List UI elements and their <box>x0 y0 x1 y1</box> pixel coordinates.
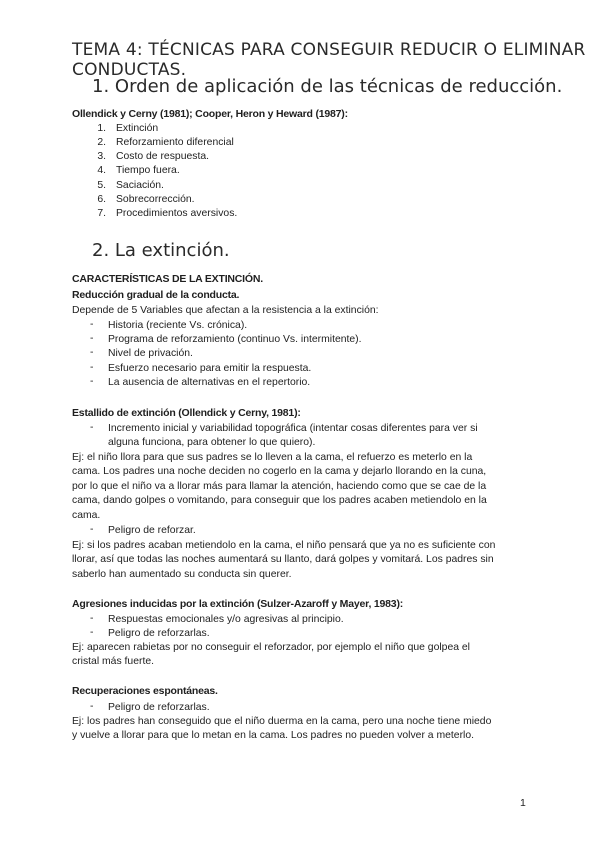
text-line: cristal más fuerte. <box>72 656 154 668</box>
list-item: 4. Tiempo fuera. <box>97 165 180 176</box>
text-line: Ej: si los padres acaban metiendolo en la cama, el niño pensará que ya no es suficiente con <box>72 540 496 551</box>
page-title: TEMA 4: TÉCNICAS PARA CONSEGUIR REDUCIR O ELIMINAR CONDUCTAS. <box>72 40 586 80</box>
text-line: cama. Los padres una noche deciden no cogerlo en la cama y dejarlo llorando en la cuna, <box>72 466 487 478</box>
section-1-subheading: Ollendick y Cerny (1981); Cooper, Heron y Heward (1987): <box>72 108 348 120</box>
estallido-heading: Estallido de extinción (Ollendick y Cerny, 1981): <box>72 407 301 419</box>
example-paragraph <box>72 539 532 582</box>
dash-marker: - <box>90 362 94 373</box>
dash-marker: - <box>90 627 94 638</box>
text-line: y vuelve a llorar para que lo metan en la cama. Los padres no pueden volver a meterlo. <box>72 730 475 742</box>
agresiones-heading: Agresiones inducidas por la extinción (Sulzer-Azaroff y Mayer, 1983): <box>72 598 404 610</box>
example-paragraph <box>72 641 532 670</box>
text-line: Ej: los padres han conseguido que el niño duerma en la cama, pero una noche tiene miedo <box>72 716 492 727</box>
text-line: saberlo han aumentado su conducta sin querer. <box>72 568 292 580</box>
dash-marker: - <box>90 613 94 624</box>
caracteristicas-heading: CARACTERÍSTICAS DE LA EXTINCIÓN. <box>72 273 263 285</box>
dash-marker: - <box>90 376 94 387</box>
list-item: Peligro de reforzar. <box>108 525 196 536</box>
list-item: 7. Procedimientos aversivos. <box>97 208 238 219</box>
dash-marker: - <box>90 319 94 330</box>
recuperaciones-heading: Recuperaciones espontáneas. <box>72 685 218 697</box>
item-line: alguna funciona, para obtener lo que quiero). <box>108 437 316 449</box>
dash-marker: - <box>90 422 94 433</box>
text-line: llorar, así que todas las noches aumentará su llanto, dará golpes y vomitará. Los padres sin <box>72 554 494 566</box>
dash-marker: - <box>90 701 94 712</box>
list-item: Peligro de reforzarlas. <box>108 628 210 639</box>
text-line: Ej: el niño llora para que sus padres se lo lleven a la cama, el refuerzo es meterlo en la <box>72 452 473 463</box>
list-item: Respuestas emocionales y/o agresivas al principio. <box>108 614 344 625</box>
list-item: 6. Sobrecorrección. <box>97 194 195 205</box>
example-paragraph <box>72 451 532 523</box>
text-line: cama. <box>72 509 101 521</box>
dash-marker: - <box>90 524 94 535</box>
section-1-heading: 1. Orden de aplicación de las técnicas de reducción. <box>92 76 563 97</box>
list-item: 1. Extinción <box>97 123 159 134</box>
list-item: Programa de reforzamiento (continuo Vs. intermitente). <box>108 334 362 345</box>
list-item: 3. Costo de respuesta. <box>97 151 209 162</box>
list-item: Historia (reciente Vs. crónica). <box>108 320 248 331</box>
list-item <box>108 422 528 451</box>
text-line: Ej: aparecen rabietas por no conseguir el reforzador, por ejemplo el niño que golpea el <box>72 642 470 653</box>
reduccion-heading: Reducción gradual de la conducta. <box>72 289 240 301</box>
example-paragraph <box>72 715 532 744</box>
section-2-heading: 2. La extinción. <box>92 240 230 261</box>
list-item: 2. Reforzamiento diferencial <box>97 137 234 148</box>
page-number: 1 <box>520 797 526 809</box>
list-item: Esfuerzo necesario para emitir la respuesta. <box>108 363 312 374</box>
text-line: por lo que el niño va a llorar más para llamar la atención, haciendo como que se cae de la <box>72 480 487 492</box>
text-line: cama, dando golpes o vomitando, para conseguir que los padres acaben metiendolo en la <box>72 495 487 507</box>
list-item: La ausencia de alternativas en el repertorio. <box>108 377 311 388</box>
dash-marker: - <box>90 333 94 344</box>
list-item: 5. Saciación. <box>97 180 164 191</box>
item-line: Incremento inicial y variabilidad topográfica (intentar cosas diferentes para ver si <box>108 423 478 434</box>
list-item: Peligro de reforzarlas. <box>108 702 210 713</box>
dash-marker: - <box>90 347 94 358</box>
list-item: Nivel de privación. <box>108 348 193 359</box>
reduccion-intro: Depende de 5 Variables que afectan a la resistencia a la extinción: <box>72 305 379 316</box>
